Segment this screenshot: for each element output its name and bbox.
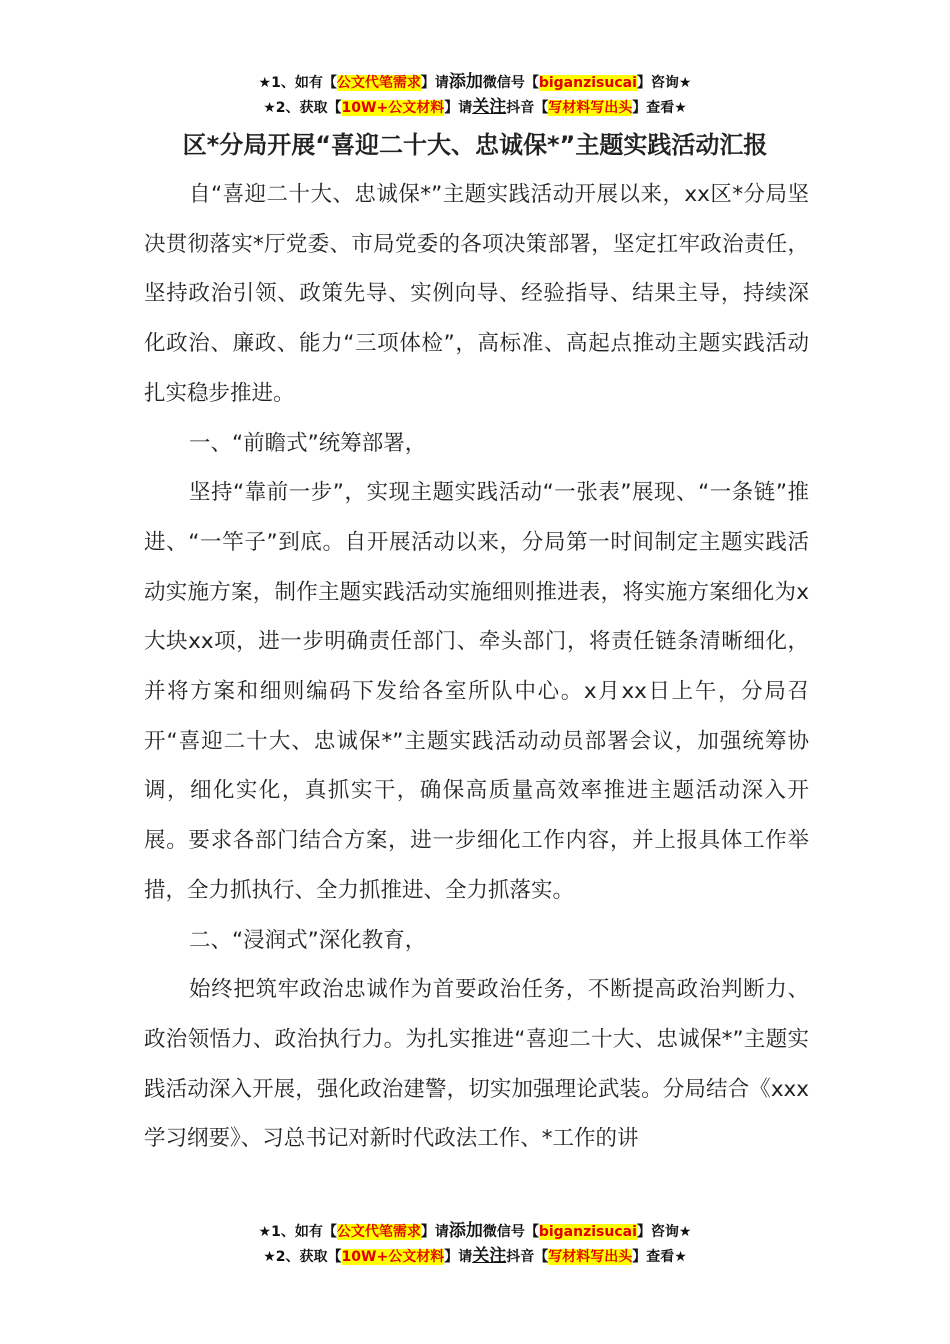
promo-highlight-douyin-name: 写材料写出头 [548, 100, 633, 116]
promo-emphasis: 关注 [472, 97, 507, 117]
promo-highlight-wechat-id: biganzisucai [538, 75, 637, 91]
promo-line-1 [0, 1219, 950, 1244]
document-title: 区*分局开展“喜迎二十大、忠诚保*”主题实践活动汇报 [182, 131, 768, 159]
promo-text: 1、如有【 [271, 75, 337, 91]
promo-text: 】请 [420, 75, 449, 91]
star-icon: ★ [258, 75, 272, 91]
promo-text: 2、获取【 [275, 1249, 342, 1265]
promo-text: 1、如有【 [271, 1224, 337, 1240]
promo-text: 】查看★ [632, 1249, 687, 1265]
star-icon: ★ [263, 100, 276, 116]
star-icon: ★ [258, 1224, 272, 1240]
promo-text: 】咨询★ [636, 1224, 692, 1240]
promo-text: 】请 [444, 100, 473, 116]
promo-text: 】咨询★ [636, 75, 692, 91]
promo-highlight-douyin-name: 写材料写出头 [548, 1249, 633, 1265]
section-heading: 二、“浸润式”深化教育， [189, 927, 427, 953]
promo-text: 微信号【 [482, 75, 539, 91]
promo-text: 】请 [444, 1249, 473, 1265]
promo-text: 】请 [420, 1224, 449, 1240]
promo-text: 2、获取【 [275, 100, 342, 116]
document-body [144, 170, 809, 1164]
promo-text: 】查看★ [632, 100, 687, 116]
promo-line-2 [0, 95, 950, 120]
promo-highlight: 10W+公文材料 [341, 100, 445, 116]
body-paragraph: 始终把筑牢政治忠诚作为首要政治任务，不断提高政治判断力、政治领悟力、政治执行力。为扎实推进“喜迎二十大、忠诚保*”主题实践活动深入开展，强化政治建警，切实加强理论武装。分局结合《xxx学习纲要》、习总书记对新时代政法工作、*工作的讲 [144, 977, 809, 1152]
promo-emphasis: 添加 [448, 72, 483, 92]
promo-emphasis: 添加 [448, 1221, 483, 1241]
promo-line-2 [0, 1244, 950, 1269]
top-promo-banner [0, 70, 950, 120]
promo-text: 抖音【 [506, 1249, 549, 1265]
promo-text: 抖音【 [506, 100, 549, 116]
promo-text: 微信号【 [482, 1224, 539, 1240]
promo-line-1 [0, 70, 950, 95]
promo-highlight-wechat-id: biganzisucai [538, 1224, 637, 1240]
body-paragraph: 自“喜迎二十大、忠诚保*”主题实践活动开展以来，xx区*分局坚决贯彻落实*厅党委、市局党委的各项决策部署，坚定扛牢政治责任，坚持政治引领、政策先导、实例向导、经验指导、结果主导，持续深化政治、廉政、能力“三项体检”，高标准、高起点推动主题实践活动扎实稳步推进。 [144, 182, 809, 406]
bottom-promo-banner [0, 1219, 950, 1269]
promo-highlight: 公文代笔需求 [336, 75, 421, 91]
promo-highlight: 公文代笔需求 [336, 1224, 421, 1240]
star-icon: ★ [263, 1249, 276, 1265]
section-heading: 一、“前瞻式”统筹部署， [189, 430, 427, 456]
promo-emphasis: 关注 [472, 1246, 507, 1266]
promo-highlight: 10W+公文材料 [341, 1249, 445, 1265]
body-paragraph: 坚持“靠前一步”，实现主题实践活动“一张表”展现、“一条链”推进、“一竿子”到底。自开展活动以来，分局第一时间制定主题实践活动实施方案，制作主题实践活动实施细则推进表，将实施方案细化为x大块xx项，进一步明确责任部门、牵头部门，将责任链条清晰细化，并将方案和细则编码下发给各室所队中心。x月xx日上午，分局召开“喜迎二十大、忠诚保*”主题实践活动动员部署会议，加强统筹协调，细化实化，真抓实干，确保高质量高效率推进主题活动深入开展。要求各部门结合方案，进一步细化工作内容，并上报具体工作举措，全力抓执行、全力抓推进、全力抓落实。 [144, 480, 809, 903]
